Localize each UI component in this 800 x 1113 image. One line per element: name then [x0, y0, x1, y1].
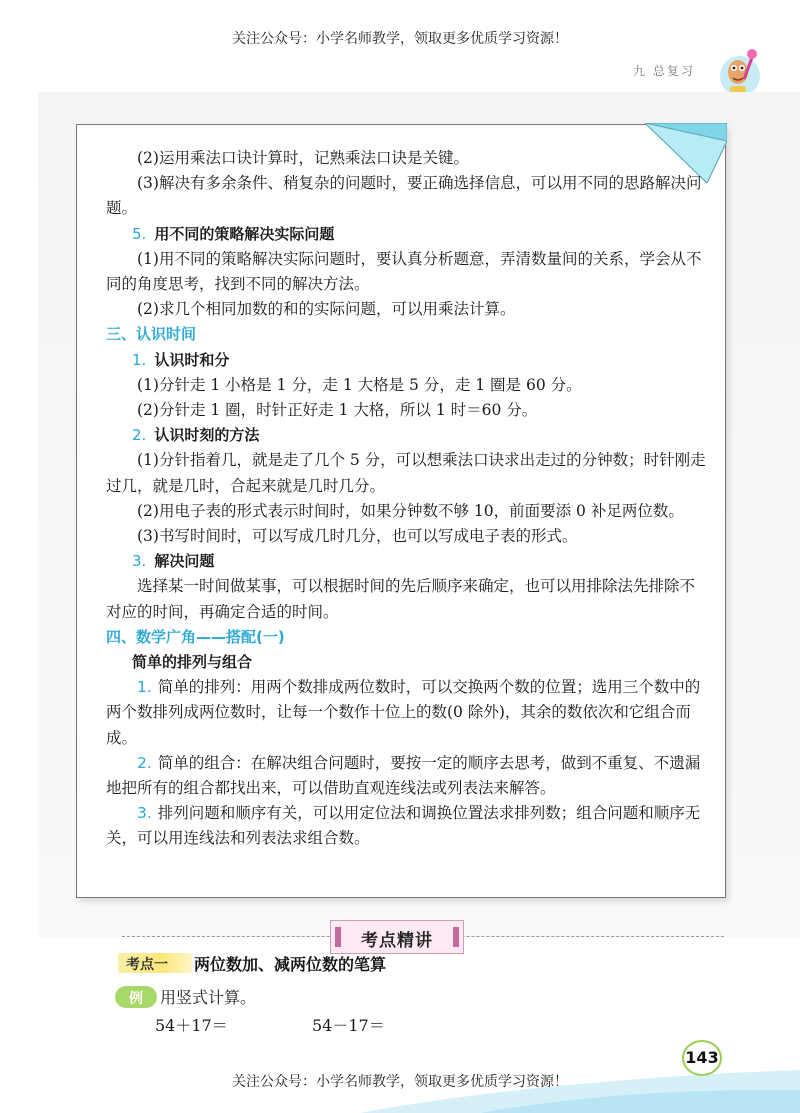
kaodian-tag [118, 953, 192, 973]
section-heading: 三、认识时间 [106, 325, 197, 344]
top-banner: 关注公众号：小学名师教学，领取更多优质学习资源！ [232, 31, 568, 47]
mascot-icon [708, 40, 768, 100]
subsection-heading [106, 549, 710, 574]
note-paragraph: (1)分针指着几，就是走了几个 5 分，可以想乘法口诀求出走过的分钟数；时针刚走过几，就是几时，合起来就是几时几分。 [106, 451, 706, 495]
point-text: 简单的排列：用两个数排成两位数时，可以交换两个数的位置；选用三个数中的两个数排列成两位数时，让每一个数作十位上的数(0 除外)，其余的数依次和它组合而成。 [106, 678, 701, 747]
subsection-title: 认识时刻的方法 [154, 426, 260, 445]
note-paragraph: (1)用不同的策略解决实际问题时，要认真分析题意，弄清数量间的关系，学会从不同的角度思考，找到不同的解决方法。 [106, 249, 702, 294]
subsection-title: 用不同的策略解决实际问题 [154, 224, 335, 243]
note-paragraph: 选择某一时间做某事，可以根据时间的先后顺序来确定，也可以用排除法先排除不对应的时间，再确定合适的时间。 [106, 577, 696, 621]
kaodian-badge-label: 考点精讲 [361, 931, 433, 951]
point-text: 简单的组合：在解决组合问题时，要按一定的顺序去思考，做到不重复、不遗漏地把所有的组合都找出来，可以借助直观连线法或列表法来解答。 [106, 753, 701, 798]
subsection-heading [106, 222, 710, 247]
numbered-point [106, 675, 710, 751]
review-notes [106, 146, 710, 852]
subsection-title: 简单的排列与组合 [132, 653, 253, 672]
subsection-title: 认识时和分 [154, 350, 230, 369]
chapter-label: 九 总复习 [633, 64, 695, 78]
point-text: 排列问题和顺序有关，可以用定位法和调换位置法求排列数；组合问题和顺序无关，可以用连线法和列表法求组合数。 [106, 804, 701, 848]
section-heading: 四、数学广角——搭配(一) [106, 627, 285, 646]
note-paragraph: (2)运用乘法口诀计算时，记熟乘法口诀是关键。 [137, 149, 469, 167]
expression-add: 54＋17＝ [155, 1016, 228, 1035]
kaodian-title: 两位数加、减两位数的笔算 [194, 955, 387, 974]
subsection-number: 3. [132, 552, 147, 571]
note-paragraph: (3)书写时间时，可以写成几时几分，也可以写成电子表的形式。 [137, 527, 578, 546]
subsection-title: 解决问题 [154, 552, 215, 571]
example-label: 例 [129, 991, 143, 1007]
numbered-point [106, 751, 710, 801]
note-paragraph: (2)分针走 1 圈，时针正好走 1 大格，所以 1 时＝60 分。 [137, 401, 538, 420]
numbered-point [106, 801, 710, 851]
point-number: 3. [137, 804, 152, 823]
subsection-number: 1. [132, 350, 147, 369]
page-number: 143 [682, 1040, 722, 1076]
note-paragraph: (2)求几个相同加数的和的实际问题，可以用乘法计算。 [137, 300, 516, 319]
kaodian-badge [330, 920, 464, 954]
note-paragraph: (2)用电子表的形式表示时间时，如果分钟数不够 10，前面要添 0 补足两位数。 [137, 501, 684, 520]
expression-subtract: 54－17＝ [312, 1016, 385, 1035]
subsection-heading [106, 423, 710, 448]
point-number: 2. [137, 753, 152, 772]
note-paragraph: (1)分针走 1 小格是 1 分，走 1 大格是 5 分，走 1 圈是 60 分。 [137, 375, 582, 394]
kaodian-tag-label: 考点一 [126, 957, 168, 973]
example-badge [115, 986, 157, 1008]
point-number: 1. [137, 678, 152, 697]
bottom-banner: 关注公众号：小学名师教学，领取更多优质学习资源！ [232, 1074, 568, 1090]
example-prompt: 用竖式计算。 [160, 988, 257, 1007]
subsection-number: 5. [132, 224, 147, 243]
subsection-number: 2. [132, 426, 147, 445]
subsection-heading [106, 348, 710, 373]
subsection-heading [106, 650, 710, 675]
note-paragraph: (3)解决有多余条件、稍复杂的问题时，要正确选择信息，可以用不同的思路解决问题。 [106, 174, 702, 218]
